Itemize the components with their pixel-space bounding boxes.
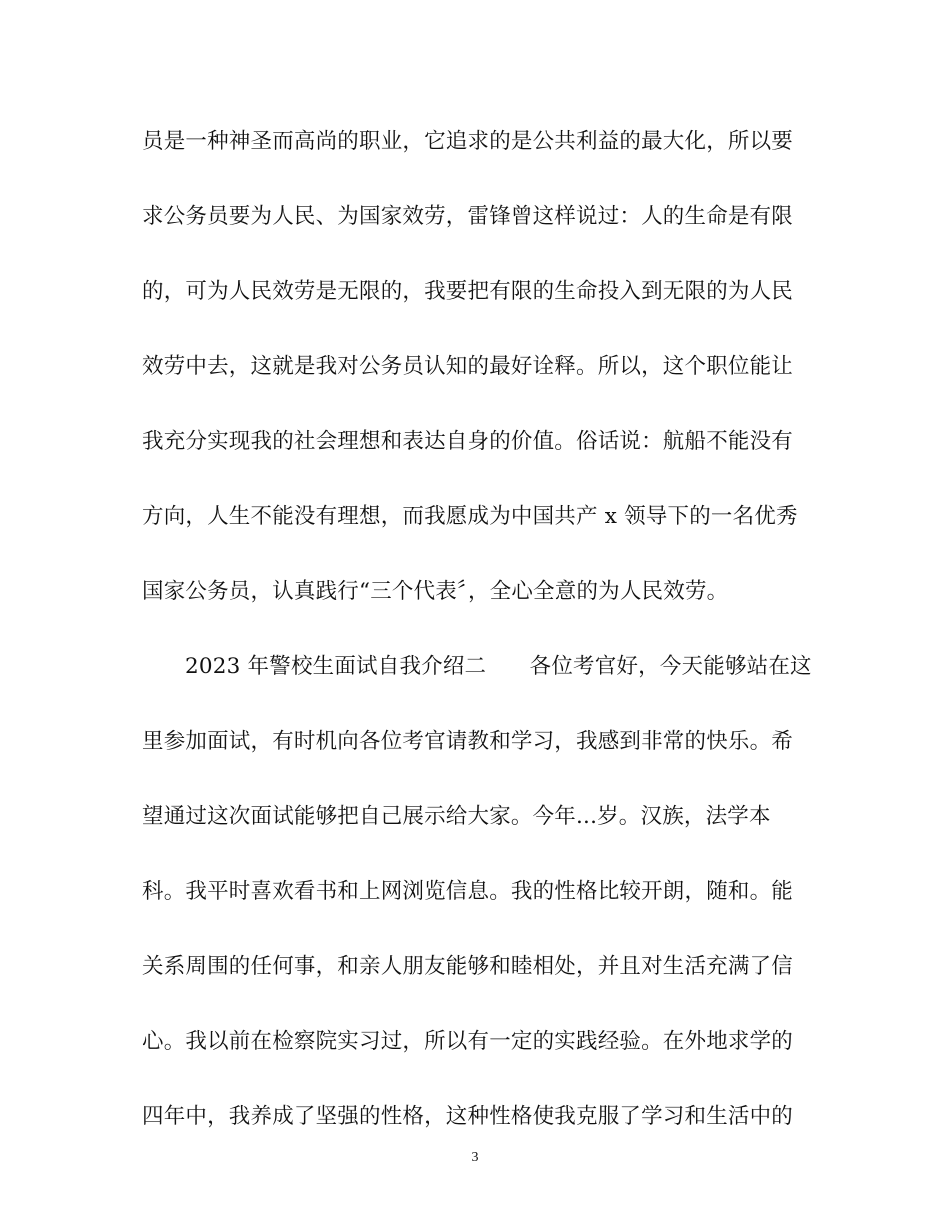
- text-line: 员是一种神圣而高尚的职业，它追求的是公共利益的最大化，所以要: [142, 129, 794, 154]
- text-line: 效劳中去，这就是我对公务员认知的最好诠释。所以，这个职位能让: [142, 354, 794, 379]
- text-line: 关系周围的任何事，和亲人朋友能够和睦相处，并且对生活充满了信: [142, 954, 794, 979]
- section-heading-line: 2023 年警校生面试自我介绍二 各位考官好，今天能够站在这: [185, 654, 812, 679]
- text-line: 科。我平时喜欢看书和上网浏览信息。我的性格比较开朗，随和。能: [142, 879, 794, 904]
- text-line: 求公务员要为人民、为国家效劳，雷锋曾这样说过：人的生命是有限: [142, 204, 794, 229]
- page-number: 3: [471, 1150, 479, 1165]
- text-line: 国家公务员，认真践行“三个代表〞，全心全意的为人民效劳。: [142, 579, 729, 604]
- text-line: 心。我以前在检察院实习过，所以有一定的实践经验。在外地求学的: [142, 1029, 794, 1054]
- text-line: 里参加面试，有时机向各位考官请教和学习，我感到非常的快乐。希: [142, 729, 794, 754]
- text-line: 的，可为人民效劳是无限的，我要把有限的生命投入到无限的为人民: [142, 279, 794, 304]
- text-line: 我充分实现我的社会理想和表达自身的价值。俗话说：航船不能没有: [142, 429, 794, 454]
- text-line: 望通过这次面试能够把自己展示给大家。今年...岁。汉族，法学本: [142, 804, 771, 829]
- text-line: 四年中，我养成了坚强的性格，这种性格使我克服了学习和生活中的: [142, 1104, 794, 1129]
- text-line: 方向，人生不能没有理想，而我愿成为中国共产 x 领导下的一名优秀: [142, 504, 798, 529]
